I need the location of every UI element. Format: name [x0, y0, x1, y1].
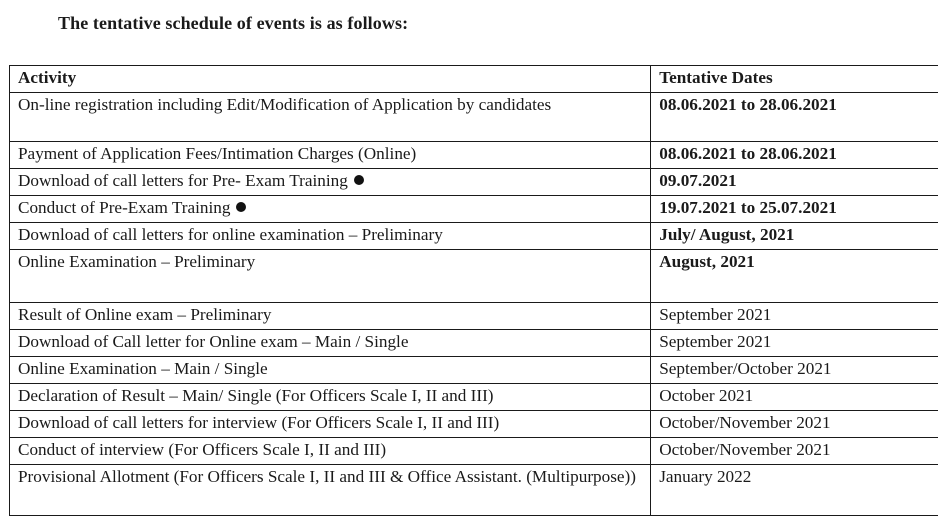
bullet-icon — [236, 202, 246, 212]
table-row — [10, 438, 938, 465]
table-row — [10, 357, 938, 384]
activity-cell — [10, 357, 651, 384]
table-row — [10, 303, 938, 330]
date-cell: 19.07.2021 to 25.07.2021 — [651, 196, 938, 223]
table-row — [10, 169, 938, 196]
date-cell: September 2021 — [651, 330, 938, 357]
activity-cell — [10, 196, 651, 223]
table-row — [10, 142, 938, 169]
activity-cell — [10, 411, 651, 438]
column-header-activity: Activity — [10, 66, 651, 93]
activity-text: Conduct of interview (For Officers Scale I, II and III) — [18, 440, 387, 459]
table-row — [10, 250, 938, 303]
activity-text: Result of Online exam – Preliminary — [18, 305, 272, 324]
activity-cell — [10, 93, 651, 142]
date-cell: October/November 2021 — [651, 438, 938, 465]
activity-text: Download of call letters for interview (For Officers Scale I, II and III) — [18, 413, 500, 432]
activity-cell — [10, 438, 651, 465]
activity-cell — [10, 465, 651, 516]
date-cell: 08.06.2021 to 28.06.2021 — [651, 142, 938, 169]
activity-cell — [10, 330, 651, 357]
bullet-icon — [354, 175, 364, 185]
table-row — [10, 411, 938, 438]
date-cell: August, 2021 — [651, 250, 938, 303]
date-cell: October 2021 — [651, 384, 938, 411]
activity-text: Online Examination – Preliminary — [18, 252, 256, 271]
date-cell: 08.06.2021 to 28.06.2021 — [651, 93, 938, 142]
column-header-tentative-dates: Tentative Dates — [651, 66, 938, 93]
activity-cell — [10, 384, 651, 411]
date-cell: September 2021 — [651, 303, 938, 330]
activity-cell — [10, 142, 651, 169]
schedule-table — [9, 65, 938, 516]
date-cell: July/ August, 2021 — [651, 223, 938, 250]
activity-text: Conduct of Pre-Exam Training — [18, 198, 231, 217]
table-header-row — [10, 66, 938, 93]
activity-cell — [10, 250, 651, 303]
table-row — [10, 465, 938, 516]
date-cell: 09.07.2021 — [651, 169, 938, 196]
table-row — [10, 384, 938, 411]
date-cell: January 2022 — [651, 465, 938, 516]
activity-text: Payment of Application Fees/Intimation Charges (Online) — [18, 144, 417, 163]
date-cell: September/October 2021 — [651, 357, 938, 384]
activity-text: Declaration of Result – Main/ Single (For Officers Scale I, II and III) — [18, 386, 494, 405]
activity-text: Online Examination – Main / Single — [18, 359, 268, 378]
activity-cell — [10, 303, 651, 330]
activity-text: Download of Call letter for Online exam – Main / Single — [18, 332, 409, 351]
table-row — [10, 223, 938, 250]
activity-cell — [10, 169, 651, 196]
page-heading: The tentative schedule of events is as follows: — [58, 13, 409, 33]
activity-text: Provisional Allotment (For Officers Scale I, II and III & Office Assistant. (Multipurpose)) — [18, 467, 636, 486]
table-row — [10, 196, 938, 223]
activity-cell — [10, 223, 651, 250]
date-cell: October/November 2021 — [651, 411, 938, 438]
activity-text: Download of call letters for Pre- Exam Training — [18, 171, 348, 190]
activity-text: Download of call letters for online examination – Preliminary — [18, 225, 443, 244]
table-row — [10, 330, 938, 357]
activity-text: On-line registration including Edit/Modification of Application by candidates — [18, 95, 552, 114]
table-row — [10, 93, 938, 142]
